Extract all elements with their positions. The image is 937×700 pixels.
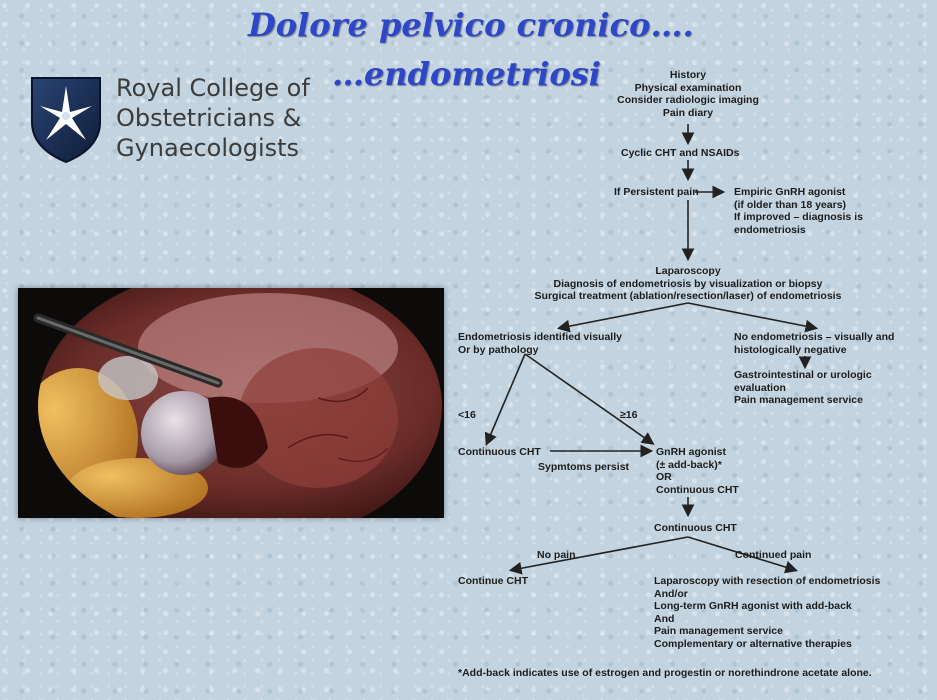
cyclic-cht-node: Cyclic CHT and NSAIDs: [621, 147, 740, 159]
continue-cht-node: Continue CHT: [458, 575, 528, 587]
gnrh-line-1: GnRH agonist: [656, 446, 726, 458]
gi-evaluation-box: [734, 369, 872, 407]
empiric-line-4: endometriosis: [734, 223, 806, 236]
continuous-cht-node-2: Continuous CHT: [654, 522, 737, 534]
identified-line-2: Or by pathology: [458, 343, 539, 356]
gi-line-1: Gastrointestinal or urologic: [734, 369, 872, 381]
footnote: *Add-back indicates use of estrogen and progestin or norethindrone acetate alone.: [458, 667, 872, 679]
gnrh-line-4: Continuous CHT: [656, 483, 739, 496]
endometriosis-identified-box: [458, 331, 622, 356]
start-line-3: Consider radiologic imaging: [617, 94, 759, 106]
slide-title-line2: …endometriosi: [332, 55, 601, 93]
laparoscopy-box: [498, 265, 878, 303]
gi-line-2: evaluation: [734, 381, 786, 394]
none-line-1: No endometriosis – visually and: [734, 331, 895, 343]
final-line-3: Long-term GnRH agonist with add-back: [654, 600, 852, 612]
gnrh-line-3: OR: [656, 471, 672, 483]
age-ge16-label: ≥16: [620, 409, 638, 421]
laparoscopy-line-1: Laparoscopy: [655, 265, 721, 277]
org-line-3: Gynaecologists: [116, 134, 300, 162]
persistent-pain-node: If Persistent pain: [614, 186, 699, 198]
final-line-6: Complementary or alternative therapies: [654, 637, 852, 650]
age-lt16-label: <16: [458, 409, 476, 421]
gi-line-3: Pain management service: [734, 394, 863, 406]
no-pain-label: No pain: [537, 549, 576, 561]
final-line-4: And: [654, 612, 675, 625]
continuous-cht-node: Continuous CHT: [458, 446, 541, 458]
slide-title-line1: Dolore pelvico cronico….: [248, 6, 694, 44]
symptoms-persist-label: Sypmtoms persist: [538, 461, 630, 473]
continued-pain-label: Continued pain: [735, 549, 812, 561]
laparoscopy-line-3: Surgical treatment (ablation/resection/laser) of endometriosis: [534, 290, 842, 302]
final-line-5: Pain management service: [654, 625, 783, 637]
laparoscopy-line-2: Diagnosis of endometriosis by visualization or biopsy: [553, 277, 823, 290]
start-line-2: Physical examination: [634, 81, 742, 94]
start-line-4: Pain diary: [662, 106, 714, 119]
final-treatment-box: [654, 575, 880, 650]
identified-line-1: Endometriosis identified visually: [458, 331, 622, 343]
empiric-line-2: (if older than 18 years): [734, 198, 847, 211]
final-line-1: Laparoscopy with resection of endometriosis: [654, 575, 881, 587]
none-line-2: histologically negative: [734, 343, 847, 356]
empiric-line-3: If improved – diagnosis is: [734, 211, 863, 223]
org-line-2: Obstetricians &: [116, 104, 302, 132]
empiric-gnrh-box: [734, 186, 863, 236]
org-line-1: Royal College of: [116, 74, 310, 102]
start-box: [608, 69, 768, 119]
no-endometriosis-box: [734, 331, 894, 356]
final-line-2: And/or: [654, 587, 688, 600]
empiric-line-1: Empiric GnRH agonist: [734, 186, 846, 198]
gnrh-line-2: (± add-back)*: [656, 458, 722, 471]
start-line-1: History: [669, 69, 707, 81]
gnrh-agonist-box: [656, 446, 739, 496]
